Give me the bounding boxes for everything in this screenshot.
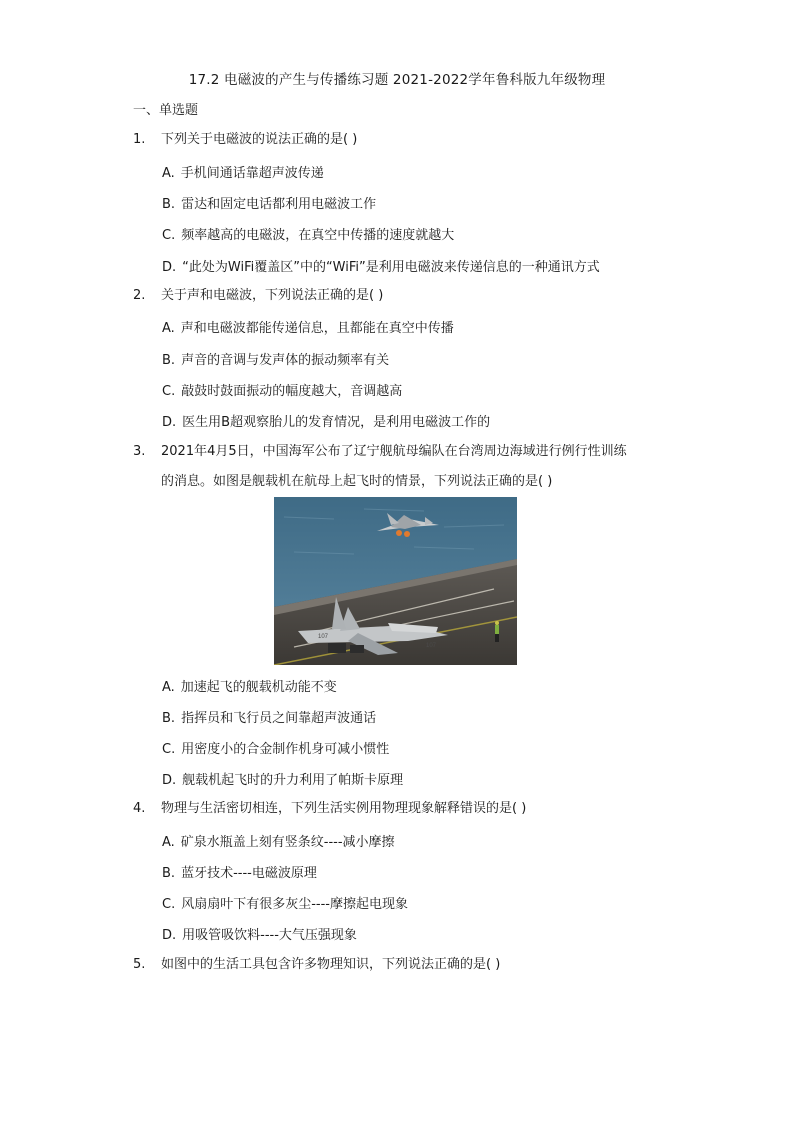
- option-letter: D.: [162, 415, 177, 430]
- option-letter: B.: [162, 866, 176, 881]
- option-d: [162, 411, 490, 430]
- question-number: 3.: [133, 444, 146, 459]
- question-stem-continued: 的消息。如图是舰载机在航母上起飞时的情景，下列说法正确的是( ): [161, 474, 553, 489]
- option-b: [162, 862, 317, 881]
- question-4: [133, 794, 527, 824]
- carrier-jet-illustration: [274, 497, 517, 665]
- option-text: 舰载机起飞时的升力利用了帕斯卡原理: [182, 773, 404, 788]
- option-d: [162, 924, 357, 943]
- jet-number-label-2: 107: [426, 643, 437, 649]
- option-letter: B.: [162, 353, 176, 368]
- option-a: [162, 162, 324, 181]
- option-text: 矿泉水瓶盖上刻有竖条纹----减小摩擦: [180, 835, 395, 850]
- option-a: [162, 317, 454, 336]
- option-text: 手机间通话靠超声波传递: [180, 166, 324, 181]
- option-letter: A.: [162, 835, 175, 850]
- option-a: [162, 831, 395, 850]
- question-stem: 如图中的生活工具包含许多物理知识，下列说法正确的是( ): [161, 957, 501, 972]
- option-text: 蓝牙技术----电磁波原理: [181, 866, 317, 881]
- option-letter: C.: [162, 384, 176, 399]
- option-d: [162, 256, 600, 275]
- option-letter: A.: [162, 321, 175, 336]
- question-3: [133, 437, 627, 489]
- option-a: [162, 676, 337, 695]
- option-letter: D.: [162, 928, 177, 943]
- question-stem: 下列关于电磁波的说法正确的是( ): [161, 132, 358, 147]
- option-c: [162, 738, 389, 757]
- option-letter: A.: [162, 680, 175, 695]
- option-letter: B.: [162, 197, 176, 212]
- option-b: [162, 193, 376, 212]
- option-c: [162, 380, 402, 399]
- question-number: 5.: [133, 957, 146, 972]
- option-text: 用吸管吸饮料----大气压强现象: [182, 928, 357, 943]
- question-5: [133, 950, 501, 980]
- question-number: 1.: [133, 132, 146, 147]
- option-letter: D.: [162, 773, 177, 788]
- option-letter: B.: [162, 711, 176, 726]
- option-c: [162, 893, 408, 912]
- option-letter: D.: [162, 260, 177, 275]
- option-c: [162, 224, 454, 243]
- question-number: 4.: [133, 801, 146, 816]
- question-1: [133, 125, 358, 155]
- option-text: 用密度小的合金制作机身可减小惯性: [181, 742, 390, 757]
- section-heading: 一、单选题: [133, 103, 199, 118]
- question-stem: 2021年4月5日，中国海军公布了辽宁舰航母编队在台湾周边海域进行例行性训练: [161, 444, 627, 459]
- option-b: [162, 349, 389, 368]
- option-text: 医生用B超观察胎儿的发育情况，是利用电磁波工作的: [182, 415, 491, 430]
- question-stem: 物理与生活密切相连，下列生活实例用物理现象解释错误的是( ): [161, 801, 527, 816]
- option-text: 雷达和固定电话都利用电磁波工作: [181, 197, 377, 212]
- carrier-jet-photo: [274, 497, 517, 665]
- option-text: “此处为WiFi覆盖区”中的“WiFi”是利用电磁波来传递信息的一种通讯方式: [182, 260, 600, 275]
- option-letter: A.: [162, 166, 175, 181]
- option-text: 频率越高的电磁波，在真空中传播的速度就越大: [181, 228, 455, 243]
- jet-number-label-1: 107: [318, 634, 329, 640]
- option-text: 指挥员和飞行员之间靠超声波通话: [181, 711, 377, 726]
- option-d: [162, 769, 403, 788]
- option-letter: C.: [162, 897, 176, 912]
- question-stem: 关于声和电磁波，下列说法正确的是( ): [161, 288, 384, 303]
- question-2: [133, 281, 384, 311]
- option-text: 加速起飞的舰载机动能不变: [180, 680, 337, 695]
- option-letter: C.: [162, 228, 176, 243]
- option-letter: C.: [162, 742, 176, 757]
- option-b: [162, 707, 376, 726]
- option-text: 声和电磁波都能传递信息，且都能在真空中传播: [180, 321, 454, 336]
- option-text: 风扇扇叶下有很多灰尘----摩擦起电现象: [181, 897, 408, 912]
- question-number: 2.: [133, 288, 146, 303]
- page-title: 17.2 电磁波的产生与传播练习题 2021-2022学年鲁科版九年级物理: [188, 72, 606, 88]
- option-text: 声音的音调与发声体的振动频率有关: [181, 353, 390, 368]
- option-text: 敲鼓时鼓面振动的幅度越大，音调越高: [181, 384, 403, 399]
